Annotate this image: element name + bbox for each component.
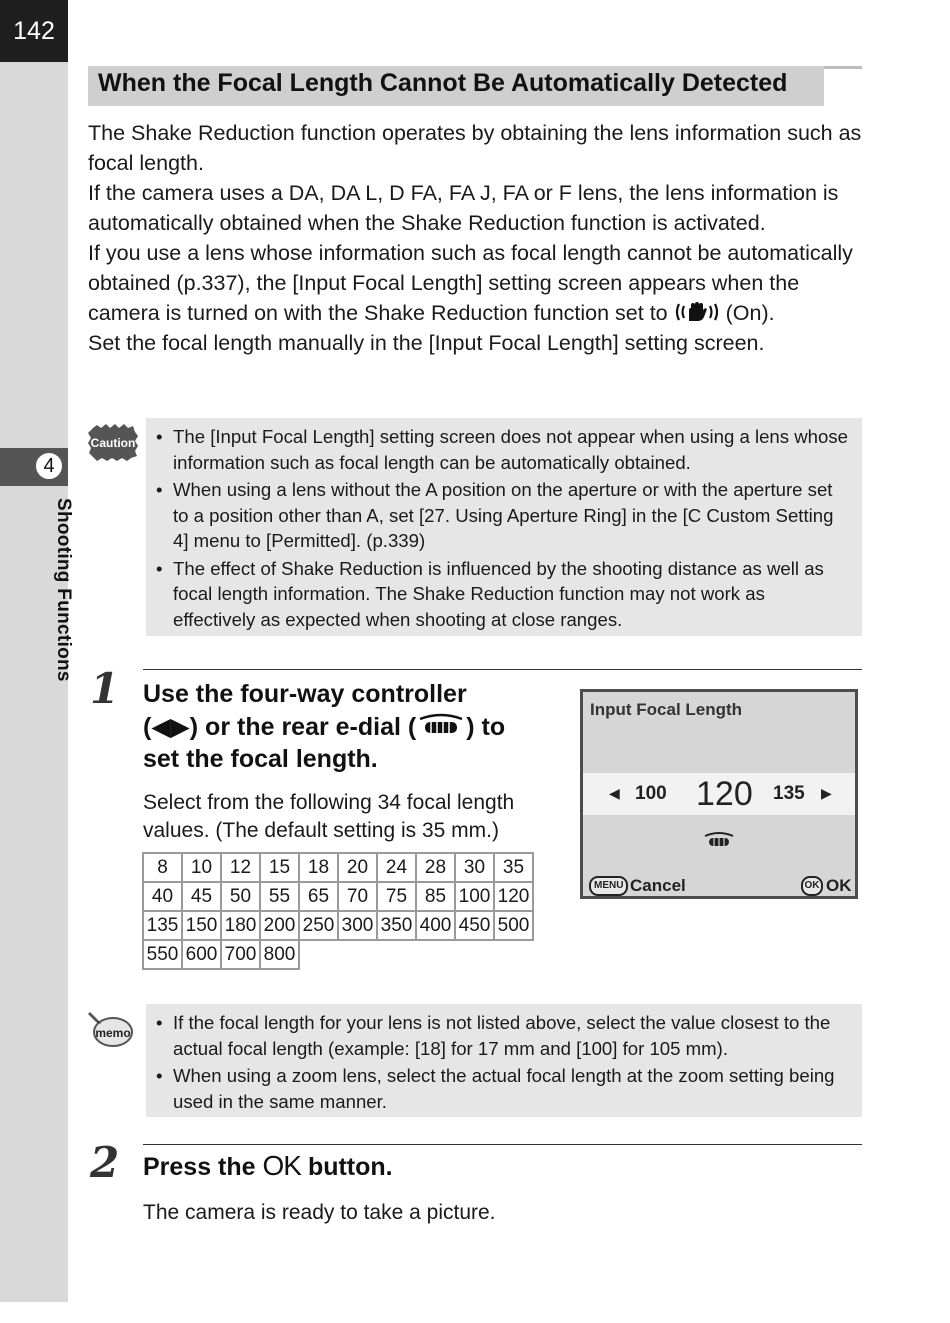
step-1-title-line-2-a: (◀▶) or the rear e-dial ( bbox=[143, 712, 417, 741]
screen-footer bbox=[583, 876, 855, 896]
step-2-title bbox=[143, 1150, 393, 1184]
focal-length-row bbox=[143, 911, 533, 940]
focal-length-cell: 24 bbox=[377, 853, 416, 882]
memo-icon bbox=[86, 1008, 134, 1048]
focal-length-cell: 120 bbox=[494, 882, 533, 911]
focal-length-cell: 400 bbox=[416, 911, 455, 940]
e-dial-icon bbox=[703, 832, 735, 848]
focal-length-selector bbox=[583, 773, 855, 815]
focal-length-cell: 35 bbox=[494, 853, 533, 882]
focal-length-cell: 20 bbox=[338, 853, 377, 882]
chapter-title: Shooting Functions bbox=[53, 498, 74, 682]
focal-length-cell: 800 bbox=[260, 940, 299, 969]
cancel-label: Cancel bbox=[630, 876, 686, 895]
focal-length-row bbox=[143, 882, 533, 911]
right-arrow-icon: ▶ bbox=[821, 785, 832, 801]
memo-icon-label: memo bbox=[95, 1026, 131, 1040]
step-1-title bbox=[143, 678, 505, 776]
step-1-description bbox=[143, 789, 514, 845]
step-2-description: The camera is ready to take a picture. bbox=[143, 1201, 496, 1224]
intro-paragraph-3 bbox=[88, 238, 868, 328]
focal-length-row bbox=[143, 940, 533, 969]
camera-screen-inner bbox=[583, 692, 855, 896]
step-1-desc-line-1: Select from the following 34 focal length bbox=[143, 791, 515, 814]
step-1-title-line-3: set the focal length. bbox=[143, 745, 378, 773]
intro-text bbox=[88, 118, 868, 358]
focal-length-cell: 200 bbox=[260, 911, 299, 940]
focal-length-cell: 150 bbox=[182, 911, 221, 940]
focal-length-cell: 18 bbox=[299, 853, 338, 882]
focal-length-cell: 350 bbox=[377, 911, 416, 940]
focal-length-cell: 12 bbox=[221, 853, 260, 882]
focal-length-cell: 15 bbox=[260, 853, 299, 882]
rear-e-dial-icon bbox=[416, 713, 466, 737]
focal-length-cell: 75 bbox=[377, 882, 416, 911]
intro-paragraph-4: Set the focal length manually in the [Input Focal Length] setting screen. bbox=[88, 331, 765, 355]
left-arrow-icon: ◀ bbox=[609, 785, 620, 801]
step-2-title-after: button. bbox=[307, 1153, 393, 1181]
page-number: 142 bbox=[0, 0, 68, 62]
focal-length-cell: 700 bbox=[221, 940, 260, 969]
sidebar-footer bbox=[0, 1302, 68, 1323]
focal-length-cell: 40 bbox=[143, 882, 182, 911]
section-heading-text: When the Focal Length Cannot Be Automatically Detected bbox=[88, 66, 824, 106]
focal-length-cell: 135 bbox=[143, 911, 182, 940]
focal-length-cell: 85 bbox=[416, 882, 455, 911]
intro-paragraph-2: If the camera uses a DA, DA L, D FA, FA J, FA or F lens, the lens information is automatically obtained when the Shake Reduction function is activated. bbox=[88, 181, 839, 235]
step-1-title-line-1: Use the four-way controller bbox=[143, 680, 467, 708]
focal-length-cell: 550 bbox=[143, 940, 182, 969]
focal-length-cell: 300 bbox=[338, 911, 377, 940]
empty-cell bbox=[416, 940, 455, 969]
caution-item: • When using a lens without the A position on the aperture or with the aperture set to a position other than A, set [27. Using Aperture Ring] in the [C Custom Setting 4] menu to [Permitted]. (p.339) bbox=[154, 477, 850, 554]
ok-button-icon: OK bbox=[801, 876, 823, 896]
focal-length-cell: 55 bbox=[260, 882, 299, 911]
empty-cell bbox=[494, 940, 533, 969]
next-focal-value: 135 bbox=[773, 783, 805, 804]
step-1-title-line-2 bbox=[143, 711, 505, 744]
empty-cell bbox=[377, 940, 416, 969]
focal-length-cell: 65 bbox=[299, 882, 338, 911]
camera-screen bbox=[580, 689, 858, 899]
focal-length-cell: 30 bbox=[455, 853, 494, 882]
step-2-rule bbox=[143, 1144, 862, 1145]
caution-item: • The effect of Shake Reduction is influenced by the shooting distance as well as focal length information. The Shake Reduction function may not work as effectively as expected when shooting at close ranges. bbox=[154, 556, 850, 633]
focal-length-cell: 28 bbox=[416, 853, 455, 882]
caution-icon-label: Caution bbox=[90, 436, 136, 450]
focal-length-cell: 10 bbox=[182, 853, 221, 882]
empty-cell bbox=[455, 940, 494, 969]
screen-title: Input Focal Length bbox=[590, 700, 743, 719]
focal-length-cell: 600 bbox=[182, 940, 221, 969]
caution-icon bbox=[87, 422, 139, 462]
memo-item: • When using a zoom lens, select the actual focal length at the zoom setting being used in the same manner. bbox=[154, 1063, 850, 1114]
focal-length-cell: 500 bbox=[494, 911, 533, 940]
step-1-desc-line-2: values. (The default setting is 35 mm.) bbox=[143, 819, 499, 842]
intro-paragraph-3-text: If you use a lens whose information such as focal length cannot be automatically obtained (p.337), the [Input Focal Length] setting screen appears when the camera is turned on with the Shake Reduction function set to bbox=[88, 241, 853, 325]
intro-paragraph-1: The Shake Reduction function operates by obtaining the lens information such as focal length. bbox=[88, 121, 862, 175]
caution-box bbox=[146, 418, 862, 636]
step-1-title-line-2-b: ) to bbox=[466, 712, 506, 741]
step-1-rule bbox=[143, 669, 862, 670]
focal-length-cell: 8 bbox=[143, 853, 182, 882]
focal-length-table bbox=[142, 852, 534, 970]
focal-length-cell: 450 bbox=[455, 911, 494, 940]
current-focal-value: 120 bbox=[696, 775, 753, 813]
shake-reduction-icon bbox=[674, 301, 720, 323]
intro-paragraph-3-suffix: (On). bbox=[725, 301, 775, 325]
section-heading bbox=[88, 66, 862, 106]
focal-length-cell: 45 bbox=[182, 882, 221, 911]
step-2-title-before: Press the bbox=[143, 1153, 256, 1181]
menu-button-icon: MENU bbox=[589, 876, 628, 896]
step-2-number: 2 bbox=[90, 1138, 120, 1187]
chapter-number: 4 bbox=[34, 451, 64, 481]
focal-length-cell: 250 bbox=[299, 911, 338, 940]
ok-label: OK bbox=[826, 876, 852, 895]
focal-length-cell: 180 bbox=[221, 911, 260, 940]
ok-button-glyph: OK bbox=[262, 1150, 301, 1181]
empty-cell bbox=[299, 940, 338, 969]
memo-item: • If the focal length for your lens is not listed above, select the value closest to the actual focal length (example: [18] for 17 mm and [100] for 105 mm). bbox=[154, 1010, 850, 1061]
focal-length-cell: 70 bbox=[338, 882, 377, 911]
empty-cell bbox=[338, 940, 377, 969]
step-1-number: 1 bbox=[90, 664, 120, 713]
focal-length-cell: 100 bbox=[455, 882, 494, 911]
memo-box bbox=[146, 1004, 862, 1117]
prev-focal-value: 100 bbox=[635, 783, 667, 804]
focal-length-cell: 50 bbox=[221, 882, 260, 911]
caution-item: • The [Input Focal Length] setting screen does not appear when using a lens whose information such as focal length can be automatically obtained. bbox=[154, 424, 850, 475]
focal-length-row bbox=[143, 853, 533, 882]
